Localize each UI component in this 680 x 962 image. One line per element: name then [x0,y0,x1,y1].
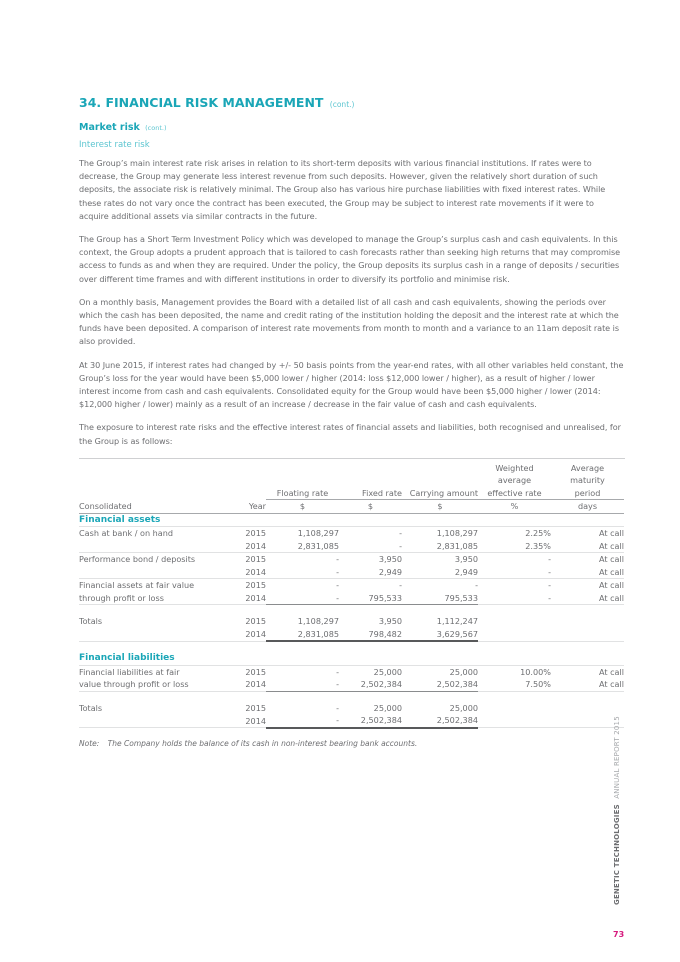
paragraph: At 30 June 2015, if interest rates had changed by +/- 50 basis points from the year-end rates, with all other variables held constant, the Group’s loss for the year would have been $5,000 lower / higher (2014: loss $12,000 lower / higher), as a result of higher / lower interest income from cash and cash equivalents. Consolidated equity for the Group would have been $5,000 higher / lower (2014: $12,000 higher / lower) mainly as a result of an increase / decrease in the fair value of cash and cash equivalents. [79,359,624,410]
table-row: Financial assets at fair value 2015 - - - - At call [79,580,624,591]
section-title-suffix: (cont.) [329,100,355,109]
table-row: 2014 2,831,085 - 2,831,085 2.35% At call [79,540,624,553]
unit-weighted: % [478,500,551,514]
page-number: 73 [613,930,625,939]
table-row: value through profit or loss 2014 - 2,502,384 2,502,384 7.50% At call [79,679,624,690]
header-year: Year [234,500,266,514]
paragraph: On a monthly basis, Management provides the Board with a detailed list of all cash and cash equivalents, showing the periods over which the cash has been deposited, the name and credit rating of the institution holding the deposit and the interest rate at which the funds have been deposited. A comparison of interest rate movements from month to month and a variance to an 11am deposit rate is also provided. [79,296,620,347]
page-content [79,95,625,748]
section-title [79,95,625,113]
header-carrying-amount: Carrying amount [409,487,478,498]
table-header-row [79,459,624,487]
totals-row: 2014 - 2,502,384 2,502,384 [79,714,624,728]
paragraph: The Group has a Short Term Investment Policy which was developed to manage the Group’s surplus cash and cash equivalents. In this context, the Group adopts a prudent approach that is tailored to cash forecasts rather than seeking high returns that may compromise access to funds as and when they are required. Under the policy, the Group deposits its surplus cash in a range of deposits / securities over different time frames and with different institutions in order to diversify its portfolio and minimise risk. [79,234,621,284]
subsection-title-suffix: (cont.) [145,124,167,132]
header-fixed-rate: Fixed rate [362,487,402,498]
financial-assets-heading: Financial assets [79,513,624,527]
totals-row: Totals 2015 1,108,297 3,950 1,112,247 [79,616,478,627]
report-name: ANNUAL REPORT 2015 [613,716,621,799]
header-weighted: Weighted average [495,462,534,486]
unit-carrying: $ [402,500,478,514]
table-header-row [79,487,624,500]
table-row: Cash at bank / on hand 2015 1,108,297 - 1,108,297 2.25% At call [79,528,624,539]
table-row: Financial liabilities at fair 2015 - 25,000 25,000 10.00% At call [79,666,624,677]
totals-row: Totals 2015 - 25,000 25,000 [79,702,478,713]
section-heading-row [79,652,624,665]
totals-row: 2014 2,831,085 798,482 3,629,567 [79,628,624,642]
subsection-title-text: Market risk [79,122,140,133]
subsection-title [79,121,625,135]
header-maturity-line3: period [574,487,601,498]
section-heading-row [79,513,624,527]
header-weighted-line3: effective rate [487,487,542,498]
table-row: through profit or loss 2014 - 795,533 795,533 - At call [79,592,624,603]
note-label: Note: [79,738,100,748]
section-title-text: 34. FINANCIAL RISK MANAGEMENT [79,95,324,110]
paragraph: The exposure to interest rate risks and the effective interest rates of financial assets and liabilities, both recognised and unrealised, for the Group is as follows: [79,422,621,446]
subheading: Interest rate risk [79,140,150,150]
header-floating-rate: Floating rate [276,487,329,498]
header-maturity: Average maturity [570,462,605,486]
vertical-footer [613,716,621,905]
paragraph: The Group’s main interest rate risk arises in relation to its short-term deposits with various financial institutions. If rates were to decrease, the Group may generate less interest revenue from such deposits. However, given the relatively short duration of such deposits, the associate risk is relatively minimal. The Group also has various hire purchase liabilities with fixed interest rates. While these rates do not vary once the contract has been executed, the Group may be subject to interest rate movements if it were to acquire additional assets via similar contracts in the future. [79,158,606,221]
unit-maturity: days [551,500,624,514]
table-note [79,739,625,748]
table-row: Performance bond / deposits 2015 - 3,950 3,950 - At call [79,554,624,565]
financial-liabilities-heading: Financial liabilities [79,652,624,665]
interest-rate-table [79,459,624,729]
unit-fixed: $ [339,500,402,514]
company-name: GENETIC TECHNOLOGIES [613,804,621,905]
header-consolidated: Consolidated [79,500,234,514]
table-units-row [79,500,624,514]
note-text: The Company holds the balance of its cash in non-interest bearing bank accounts. [107,738,418,748]
unit-floating: $ [266,500,339,514]
table-row: 2014 - 2,949 2,949 - At call [79,566,624,579]
